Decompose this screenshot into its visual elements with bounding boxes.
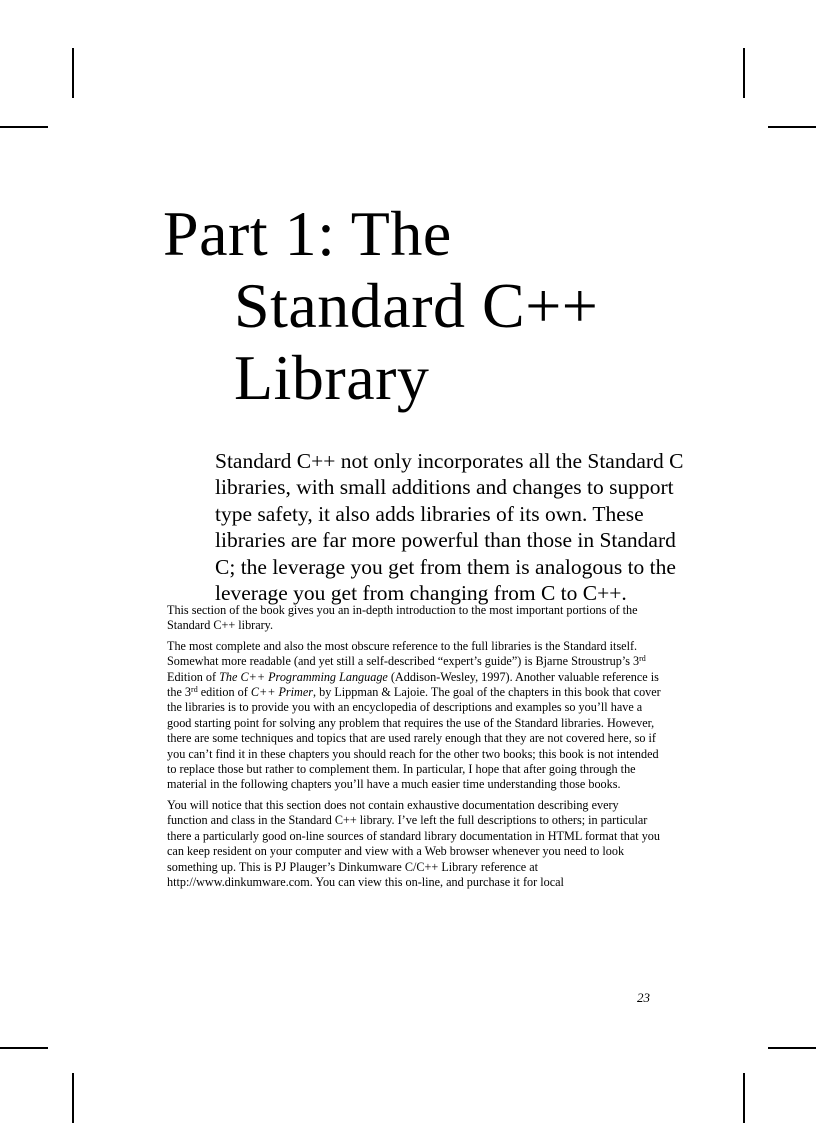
book-title-cpp-primer: C++ Primer — [250, 685, 314, 700]
paragraph-2-part-b: Edition of — [167, 669, 220, 684]
superscript-rd-2: rd — [191, 685, 198, 695]
page-number: 23 — [637, 990, 650, 1005]
crop-mark-top-right-vertical — [743, 48, 745, 98]
book-title-programming-language: The C++ Programming Language — [219, 669, 388, 684]
superscript-rd-1: rd — [639, 654, 646, 664]
body-text — [167, 603, 662, 895]
crop-mark-top-left-vertical — [72, 48, 74, 98]
crop-mark-bottom-left-horizontal — [0, 1047, 48, 1049]
paragraph-2-part-d: edition of — [197, 685, 251, 700]
part-title-line-3: Library — [234, 342, 430, 413]
part-title-line-2: Standard C++ — [234, 270, 599, 341]
crop-mark-top-right-horizontal — [768, 126, 816, 128]
paragraph-2-part-a: The most complete and also the most obscure reference to the full libraries is the Standard itself. Somewhat more readable (and yet still a self-described “expert’s guide”) is Bjarne Stroustrup’s 3 — [167, 638, 640, 669]
paragraph-2-part-c: (Addison-Wesley, 1997). Another valuable reference is the 3 — [167, 669, 659, 700]
paragraph-2-part-e: , by Lippman & Lajoie. The goal of the chapters in this book that cover the libraries is to provide you with an encyclopedia of descriptions and examples so you’ll have a good starting point for solving any problem that requires the use of the Standard libraries. However, there are some techniques and topics that are used rarely enough that they are not covered here, so if you can’t find it in these chapters you should reach for the other two books; this book is not intended to replace those but rather to complement them. In particular, I hope that after going through the material in the following chapters you’ll have a much easier time understanding those books. — [167, 685, 661, 792]
paragraph-3: You will notice that this section does not contain exhaustive documentation describing every function and class in the Standard C++ library. I’ve left the full descriptions to others; in particular there a particularly good on-line sources of standard library documentation in HTML format that you can keep resident on your computer and view with a Web browser whenever you need to look something up. This is PJ Plauger’s Dinkumware C/C++ Library reference at http://www.dinkumware.com. You can view this on-line, and purchase it for local — [167, 797, 660, 889]
crop-mark-bottom-left-vertical — [72, 1073, 74, 1123]
paragraph-2 — [167, 639, 662, 793]
paragraph-1: This section of the book gives you an in-depth introduction to the most important portions of the Standard C++ library. — [167, 603, 638, 633]
crop-mark-top-left-horizontal — [0, 126, 48, 128]
part-title-line-1: Part 1: The — [163, 198, 452, 269]
intro-paragraph: Standard C++ not only incorporates all the Standard C libraries, with small additions and changes to support type safety, it also adds libraries of its own. These libraries are far more powerful than those in Standard C; the leverage you get from them is analogous to the leverage you get from changing from C to C++. — [215, 449, 684, 606]
crop-mark-bottom-right-vertical — [743, 1073, 745, 1123]
crop-mark-bottom-right-horizontal — [768, 1047, 816, 1049]
part-title — [163, 198, 598, 414]
